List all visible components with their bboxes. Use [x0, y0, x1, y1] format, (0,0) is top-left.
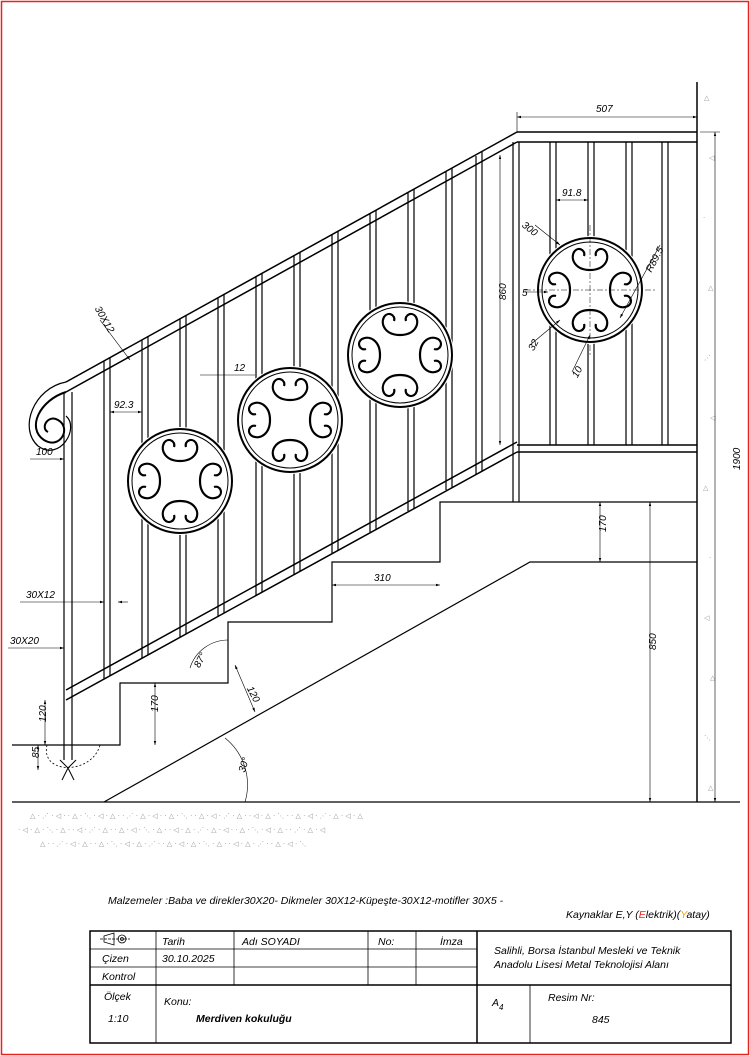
svg-text:△: △: [704, 94, 710, 102]
tb-row-cizen: Çizen: [102, 953, 129, 965]
motif-2: [236, 366, 344, 474]
dim-angle-30: 30°: [236, 756, 253, 774]
dim-bar-10: 10: [570, 364, 586, 380]
tb-resim-value: 845: [592, 1014, 610, 1026]
dim-radius-300: 300: [519, 219, 540, 239]
svg-text:⋰: ⋰: [704, 354, 711, 362]
tb-col-tarih: Tarih: [162, 936, 185, 948]
materials-line-1: Malzemeler :Baba ve direkler30X20- Dikmeler 30X12-Küpeşte-30X12-motifler 30X5 -: [108, 895, 504, 907]
tb-resim-label: Resim Nr:: [548, 992, 595, 1004]
svg-text:◁: ◁: [704, 614, 710, 622]
tb-row-kontrol: Kontrol: [102, 971, 136, 983]
tb-school-line-2: Anadolu Lisesi Metal Teknolojisi Alanı: [494, 959, 669, 971]
dim-step-run-310: 310: [374, 573, 391, 584]
tb-date: 30.10.2025: [162, 953, 215, 965]
dim-bar-32: 32: [526, 337, 542, 353]
tb-konu-value: Merdiven kokuluğu: [196, 1013, 292, 1025]
tb-olcek-value: 1:10: [108, 1013, 129, 1025]
dim-handrail-30x12: 30X12: [91, 304, 116, 336]
tb-col-imza: İmza: [440, 936, 463, 948]
dim-newel-offset-100: 100: [36, 447, 53, 458]
ground-hatch: [18, 812, 363, 848]
svg-text:△ · ⋰ · ◁ · · △ · ⋱ · ◁ · △: △ · ⋰ · ◁ · · △ · ⋱ · ◁ · △ · · ⋰ · △ · ◁ · · △ · ⋱ · · △ · ◁ · ⋰ · △ · · ◁ · △ · ⋱ · · △ · ◁ · ⋰ · △ · ◁ · △: [30, 812, 363, 820]
tb-olcek-label: Ölçek: [104, 991, 131, 1003]
wall-hatch: [703, 94, 716, 792]
dim-footing-85: 85: [31, 746, 42, 758]
dim-inner-5: 5: [522, 288, 528, 299]
motif-3: [346, 301, 454, 409]
dim-post-spacing-12: 12: [234, 363, 246, 374]
dim-motif-spacing: 91.8: [562, 188, 582, 199]
projection-symbol-icon: [100, 933, 130, 945]
svg-text:·: ·: [709, 554, 712, 562]
svg-text:△: △: [703, 484, 709, 492]
dim-base-120: 120: [38, 705, 49, 722]
tb-col-no: No:: [378, 936, 395, 948]
svg-text:◁: ◁: [709, 154, 715, 162]
dim-step-rise-170: 170: [150, 695, 161, 712]
newel-post: [60, 392, 76, 780]
dim-height-1900: 1900: [732, 447, 743, 470]
materials-line-2: Kaynaklar E,Y (Elektrik)(Yatay): [566, 909, 710, 921]
svg-text:· ◁ · △ · ⋱ · △ · · ◁ · ⋰ ·: · ◁ · △ · ⋱ · △ · · ◁ · ⋰ · △ · · △ · ◁ · ⋱ · △ · · ◁ · △ · ⋰ · △ · ◁ · · △ · ⋱ · ◁ · △ · · ⋰ · △ · ◁: [18, 826, 326, 834]
svg-text:◁: ◁: [710, 414, 716, 422]
dim-riser-120: 120: [243, 684, 262, 705]
dim-height-860: 860: [498, 283, 509, 300]
tb-school-line-1: Salihli, Borsa İstanbul Mesleki ve Teknik: [494, 945, 681, 957]
dim-post-30x20: 30X20: [10, 636, 39, 647]
tb-paper-a: $A_4$: [492, 997, 504, 1012]
svg-text:△: △: [710, 674, 716, 682]
dim-angle-87: 87°: [192, 651, 210, 670]
dim-radius-r895: R89.5: [644, 245, 667, 275]
footing: [46, 745, 100, 768]
svg-text:△ · · ⋰ · ◁ · △ · · △ · ⋱ ·: △ · · ⋰ · ◁ · △ · · △ · ⋱ · ◁ · △ · ⋰ · · △ · ◁ · △ · ⋱ · △ · · ◁ · △ · ⋰ · · △ · ◁ · ⋱: [40, 840, 307, 848]
tb-col-adi: Adı SOYADI: [242, 936, 300, 948]
tb-konu-label: Konu:: [164, 996, 192, 1008]
dim-post-spacing-923: 92.3: [114, 400, 134, 411]
dim-height-850: 850: [648, 633, 659, 650]
staircase-outline: [12, 502, 697, 802]
dim-top-width: 507: [596, 104, 613, 115]
dim-step-rise-170-top: 170: [598, 515, 609, 532]
svg-text:⋱: ⋱: [704, 734, 711, 742]
dim-baluster-30x12: 30X12: [26, 590, 55, 601]
top-post: [513, 142, 519, 502]
dimension-lines: [8, 112, 720, 802]
svg-text:·: ·: [703, 214, 706, 222]
svg-text:△: △: [708, 284, 714, 292]
motif-1: [126, 427, 234, 535]
svg-text:△: △: [708, 784, 714, 792]
